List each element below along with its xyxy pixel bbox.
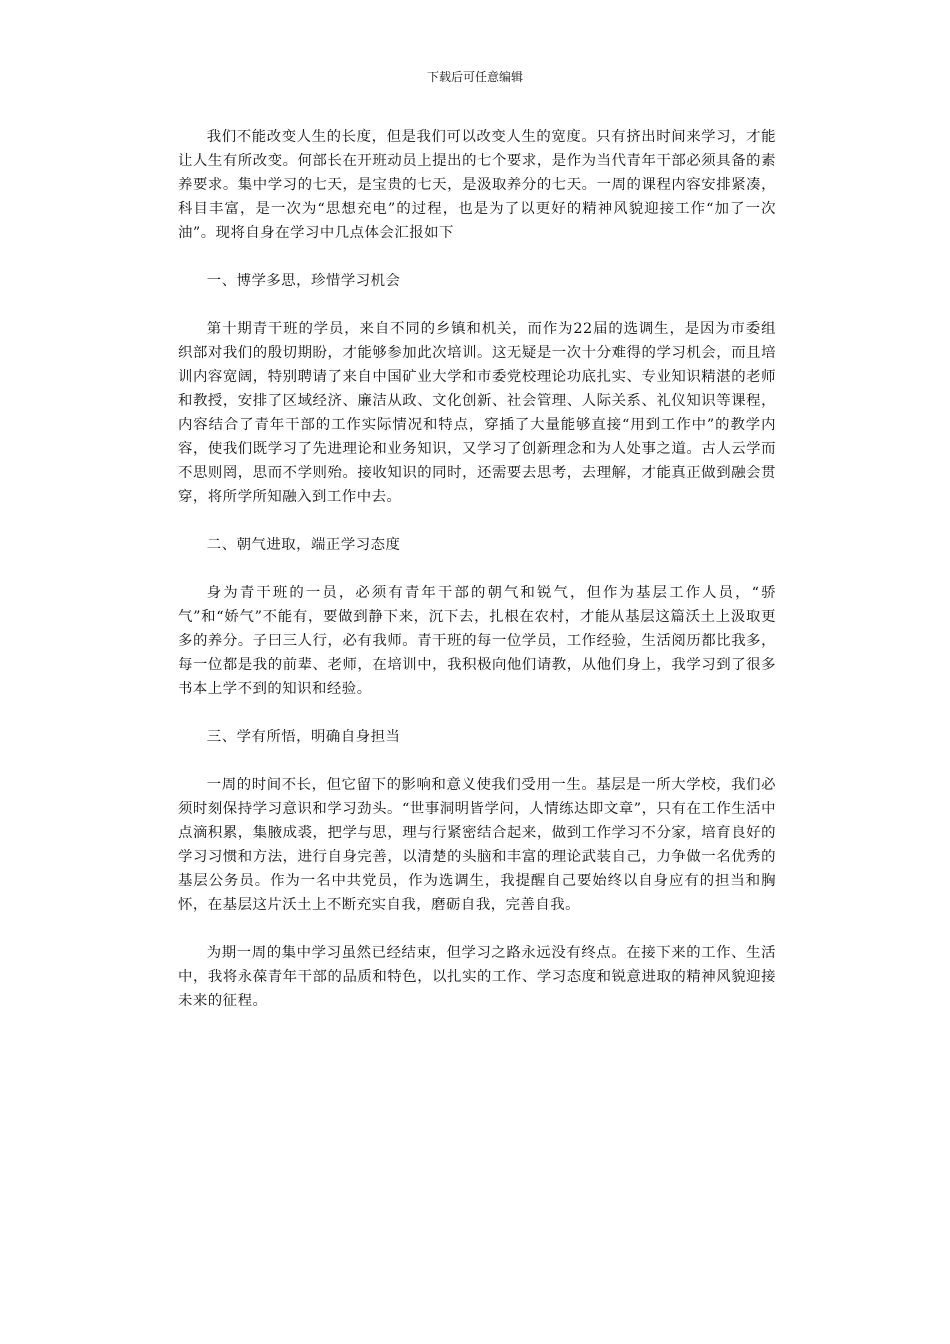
intro-paragraph: 我们不能改变人生的长度，但是我们可以改变人生的宽度。只有挤出时间来学习，才能让人生有所改变。何部长在开班动员上提出的七个要求，是作为当代青年干部必须具备的素养要求。集中学习的七天，是宝贵的七天，是汲取养分的七天。一周的课程内容安排紧凑，科目丰富，是一次为“思想充电”的过程，也是为了以更好的精神风貌迎接工作“加了一次油”。现将自身在学习中几点体会汇报如下: [178, 129, 776, 241]
closing-paragraph: 为期一周的集中学习虽然已经结束，但学习之路永远没有终点。在接下来的工作、生活中，我将永葆青年干部的品质和特色，以扎实的工作、学习态度和锐意进取的精神风貌迎接未来的征程。: [178, 945, 776, 1009]
paragraph-spacer: [178, 917, 776, 941]
section-3-heading: 三、学有所悟，明确自身担当: [206, 729, 401, 745]
section-2-paragraph: 身为青干班的一员，必须有青年干部的朝气和锐气，但作为基层工作人员，“骄气”和“娇气”不能有，要做到静下来，沉下去，扎根在农村，才能从基层这篇沃土上汲取更多的养分。子曰三人行，必有我师。青干班的每一位学员，工作经验，生活阅历都比我多，每一位都是我的前辈、老师，在培训中，我积极向他们请教，从他们身上，我学习到了很多书本上学不到的知识和经验。: [178, 585, 776, 697]
paragraph-spacer: [178, 509, 776, 533]
paragraph-spacer: [178, 293, 776, 317]
paragraph-spacer: [178, 557, 776, 581]
page-header: 下载后可任意编辑: [426, 70, 523, 84]
paragraph-spacer: [178, 701, 776, 725]
document-body: [178, 125, 776, 1013]
section-2-heading: 二、朝气进取，端正学习态度: [206, 537, 401, 553]
paragraph-spacer: [178, 245, 776, 269]
paragraph-spacer: [178, 749, 776, 773]
section-1-paragraph: 第十期青干班的学员，来自不同的乡镇和机关，而作为22届的选调生，是因为市委组织部对我们的殷切期盼，才能够参加此次培训。这无疑是一次十分难得的学习机会，而且培训内容宽阔，特别聘请了来自中国矿业大学和市委党校理论功底扎实、专业知识精湛的老师和教授，安排了区域经济、廉洁从政、文化创新、社会管理、人际关系、礼仪知识等课程，内容结合了青年干部的工作实际情况和特点，穿插了大量能够直接“用到工作中”的教学内容，使我们既学习了先进理论和业务知识，又学习了创新理念和为人处事之道。古人云学而不思则罔，思而不学则殆。接收知识的同时，还需要去思考，去理解，才能真正做到融会贯穿，将所学所知融入到工作中去。: [178, 321, 776, 505]
section-3-paragraph: 一周的时间不长，但它留下的影响和意义使我们受用一生。基层是一所大学校，我们必须时刻保持学习意识和学习劲头。“世事洞明皆学问，人情练达即文章”，只有在工作生活中点滴积累，集腋成裘，把学与思，理与行紧密结合起来，做到工作学习不分家，培育良好的学习习惯和方法，进行自身完善，以清楚的头脑和丰富的理论武装自己，力争做一名优秀的基层公务员。作为一名中共党员，作为选调生，我提醒自己要始终以自身应有的担当和胸怀，在基层这片沃土上不断充实自我，磨砺自我，完善自我。: [178, 777, 776, 913]
section-1-heading: 一、博学多思，珍惜学习机会: [206, 273, 401, 289]
